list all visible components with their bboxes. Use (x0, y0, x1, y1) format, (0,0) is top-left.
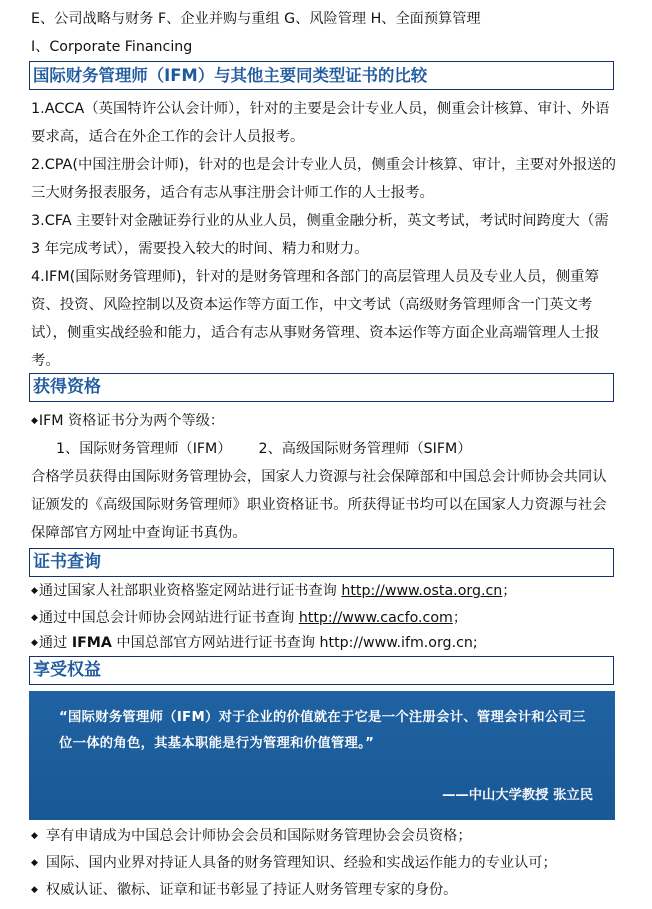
diamond-bullet-icon: ◆ (31, 831, 38, 841)
diamond-bullet-icon: ◆ (31, 638, 38, 648)
benefit-item-text: 权威认证、徽标、证章和证书彰显了持证人财务管理专家的身份。 (45, 882, 458, 898)
query-item-suffix: ； (502, 583, 517, 599)
qualification-intro (31, 410, 224, 432)
diamond-bullet-icon: ◆ (31, 858, 38, 868)
benefit-item (31, 852, 557, 874)
quote-banner (29, 691, 615, 820)
section-heading-query: 证书查询 (29, 548, 614, 577)
benefit-item (31, 825, 472, 847)
cacfo-link[interactable]: http://www.cacfo.com (298, 610, 453, 626)
course-list-line-i: I、Corporate Financing (31, 39, 193, 55)
osta-link[interactable]: http://www.osta.org.cn (341, 583, 503, 599)
benefit-item-text: 国际、国内业界对持证人具备的财务管理知识、经验和实战运作能力的专业认可； (45, 855, 557, 871)
benefit-item-text: 享有申请成为中国总会计师协会会员和国际财务管理协会会员资格； (45, 828, 472, 844)
query-item-text: 通过国家人社部职业资格鉴定网站进行证书查询 (38, 583, 342, 599)
query-item (31, 580, 516, 602)
course-list-line: E、公司战略与财务 F、企业并购与重组 G、风险管理 H、全面预算管理 (31, 11, 481, 27)
query-item-suffix: ; (472, 635, 478, 651)
section-heading-qualification: 获得资格 (29, 373, 614, 402)
query-item-suffix: ； (452, 610, 468, 626)
benefit-item (31, 879, 457, 901)
section-heading-compare: 国际财务管理师（IFM）与其他主要同类型证书的比较 (29, 61, 614, 90)
diamond-bullet-icon: ◆ (31, 885, 38, 895)
section-heading-benefits: 享受权益 (29, 656, 614, 685)
diamond-bullet-icon: ◆ (31, 613, 38, 623)
quote-text: “国际财务管理师（IFM）对于企业的价值就在于它是一个注册会计、管理会计和公司三位一体的角色，其基本职能是行为管理和价值管理。” (59, 710, 586, 751)
diamond-bullet-icon: ◆ (31, 416, 38, 426)
compare-paragraph-acca: 1.ACCA（英国特许公认会计师），针对的主要是会计专业人员，侧重会计核算、审计、外语要求高，适合在外企工作的会计人员报考。 (31, 101, 610, 145)
qualification-intro-text: IFM 资格证书分为两个等级： (38, 413, 225, 429)
qualification-body: 合格学员获得由国际财务管理协会，国家人力资源与社会保障部和中国总会计师协会共同认证颁发的《高级国际财务管理师》职业资格证书。所获得证书均可以在国家人力资源与社会保障部官方网址中查询证书真伪。 (31, 469, 607, 541)
query-item-text: 通过中国总会计师协会网站进行证书查询 (38, 610, 299, 626)
qualification-levels: 1、国际财务管理师（IFM） 2、高级国际财务管理师（SIFM） (56, 441, 472, 457)
ifma-label: IFMA (71, 635, 112, 651)
compare-paragraph-ifm: 4.IFM(国际财务管理师)，针对的是财务管理和各部门的高层管理人员及专业人员，侧重筹资、投资、风险控制以及资本运作等方面工作，中文考试（高级财务管理师含一门英文考试），侧重实战经验和能力，适合有志从事财务管理、资本运作等方面企业高端管理人士报考。 (31, 269, 600, 369)
query-item (31, 632, 478, 654)
compare-paragraph-cpa: 2.CPA(中国注册会计师)，针对的也是会计专业人员，侧重会计核算、审计，主要对外报送的三大财务报表服务，适合有志从事注册会计师工作的人士报考。 (31, 157, 617, 201)
compare-paragraph-cfa: 3.CFA 主要针对金融证券行业的从业人员，侧重金融分析，英文考试，考试时间跨度大（需 3 年完成考试），需要投入较大的时间、精力和财力。 (31, 213, 609, 257)
query-item-text: 通过 (38, 635, 72, 651)
ifm-link[interactable]: http://www.ifm.org.cn (319, 635, 473, 651)
diamond-bullet-icon: ◆ (31, 586, 38, 596)
query-item-text: 中国总部官方网站进行证书查询 (111, 635, 320, 651)
quote-author: ——中山大学教授 张立民 (442, 788, 593, 803)
query-item (31, 607, 467, 629)
